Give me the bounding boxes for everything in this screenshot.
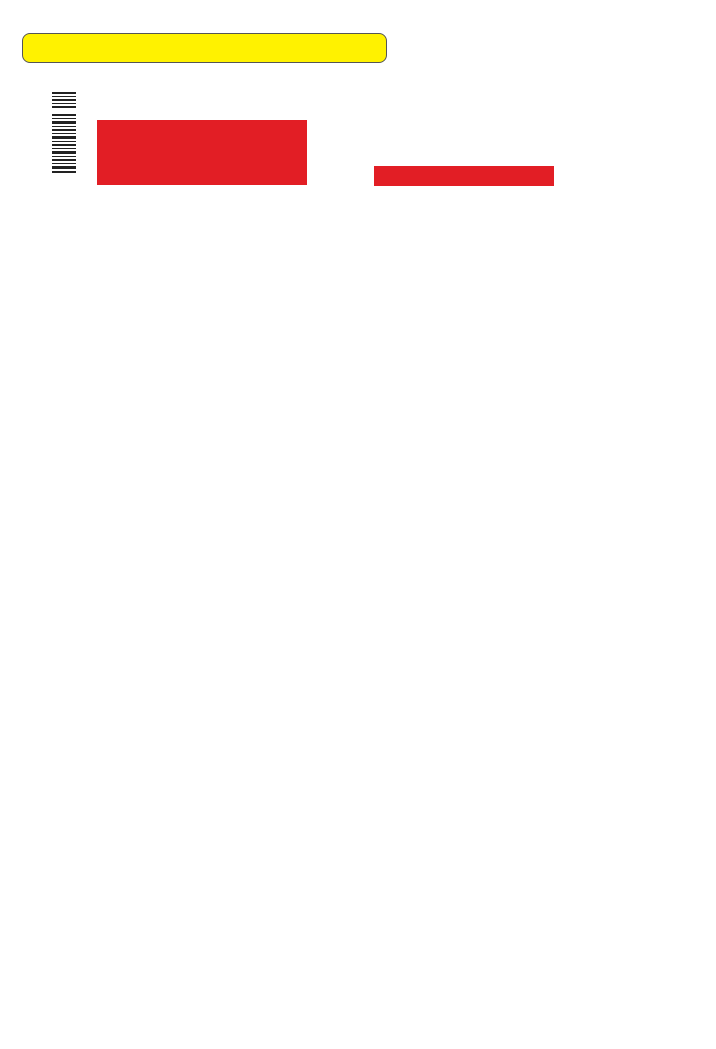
barcode — [18, 90, 78, 182]
barcode-icon — [18, 90, 78, 182]
masthead-subtitle — [374, 166, 554, 186]
masthead-red-block — [97, 120, 307, 185]
promo-banner — [22, 33, 387, 63]
